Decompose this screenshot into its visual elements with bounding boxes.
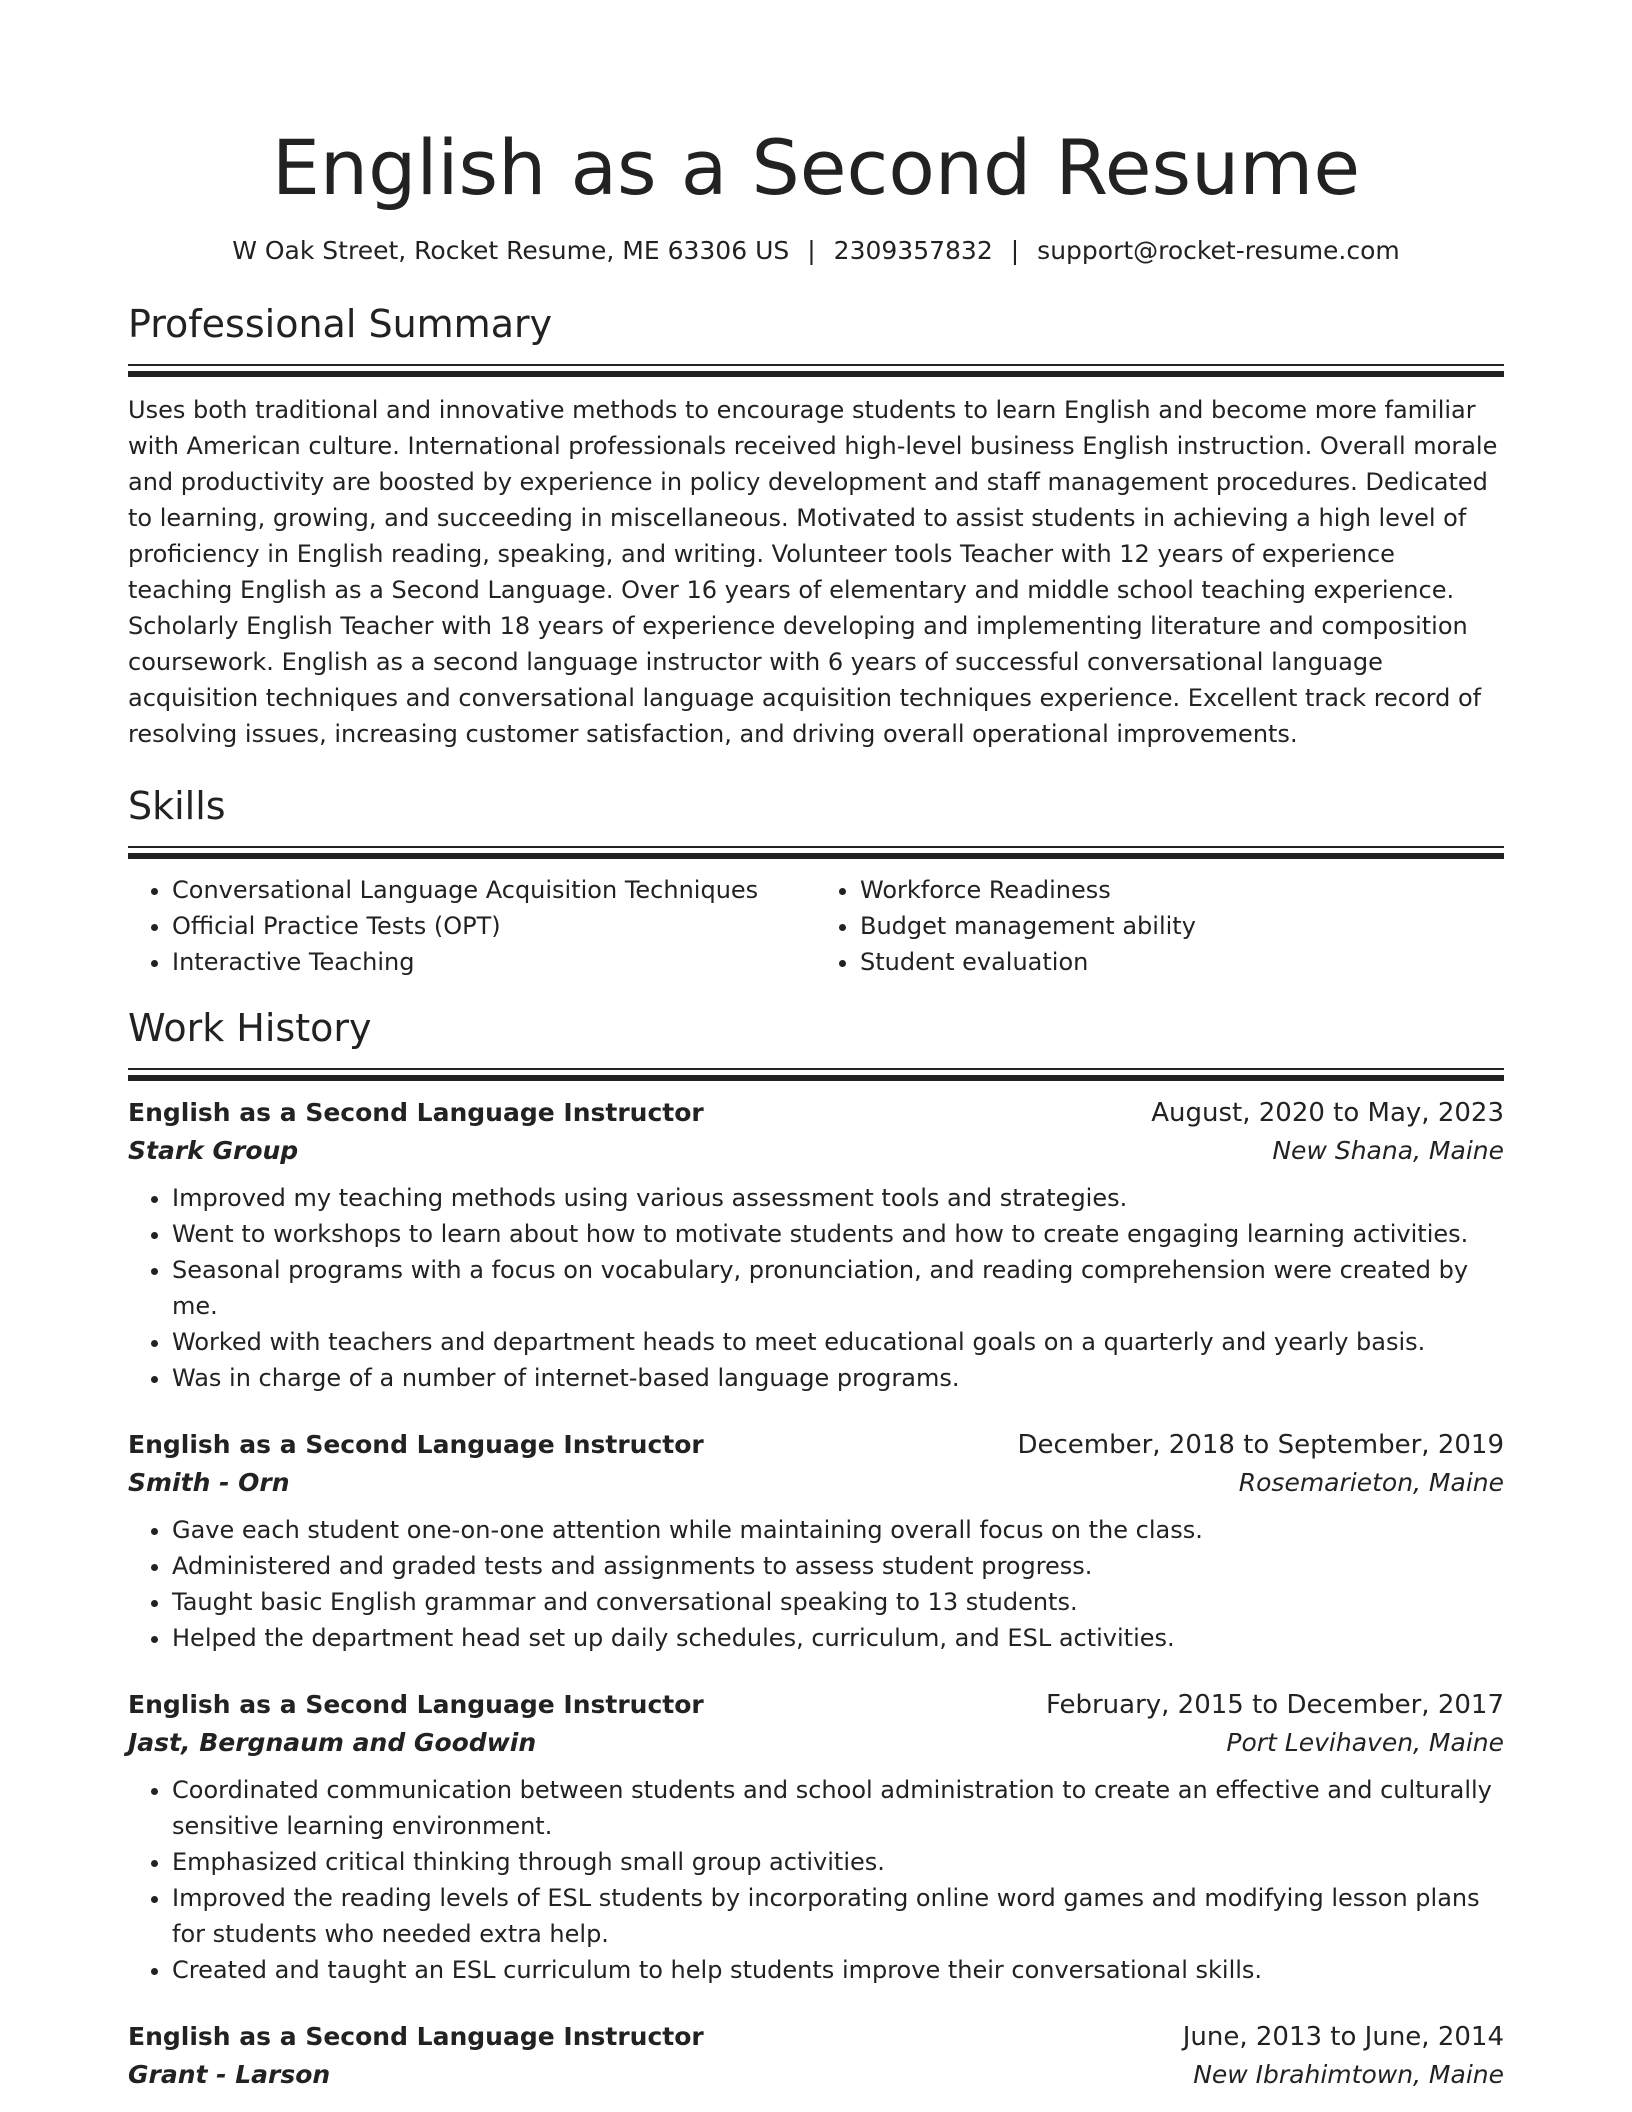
job-company: Jast, Bergnaum and Goodwin <box>128 1728 537 1757</box>
section-title-work: Work History <box>128 1006 372 1050</box>
contact-line <box>128 234 1504 268</box>
summary-section <box>128 300 1504 752</box>
job-bullet: • Seasonal programs with a focus on vocabulary, pronunciation, and reading comprehension were created by me. <box>172 1252 1504 1324</box>
skills-left-list <box>128 872 816 980</box>
job-company: Stark Group <box>128 1136 299 1165</box>
job-header <box>128 1426 1504 1464</box>
skills-section <box>128 782 1504 980</box>
skills-columns <box>128 872 1504 980</box>
skill-item: • Official Practice Tests (OPT) <box>172 908 816 944</box>
job-subheader <box>128 1132 1504 1170</box>
job-bullet: • Gave each student one-on-one attention while maintaining overall focus on the class. <box>172 1512 1504 1548</box>
job-title: English as a Second Language Instructor <box>128 1098 704 1127</box>
job-entry <box>128 1686 1504 1988</box>
job-bullet: • Emphasized critical thinking through small group activities. <box>172 1844 1504 1880</box>
job-location: Rosemarieton, Maine <box>1238 1468 1504 1497</box>
resume-name: English as a Second Resume <box>271 123 1361 212</box>
section-title-skills: Skills <box>128 784 226 828</box>
job-entry <box>128 2018 1504 2094</box>
job-dates: June, 2013 to June, 2014 <box>1182 2022 1504 2052</box>
job-location: New Ibrahimtown, Maine <box>1193 2060 1504 2089</box>
contact-separator: | <box>807 236 816 265</box>
email: support@rocket-resume.com <box>1037 236 1400 265</box>
job-bullet: • Created and taught an ESL curriculum to help students improve their conversational skills. <box>172 1952 1504 1988</box>
job-title: English as a Second Language Instructor <box>128 1430 704 1459</box>
job-location: New Shana, Maine <box>1272 1136 1504 1165</box>
job-company: Grant - Larson <box>128 2060 331 2089</box>
skill-item: • Interactive Teaching <box>172 944 816 980</box>
address: W Oak Street, Rocket Resume, ME 63306 US <box>232 236 790 265</box>
job-subheader <box>128 2056 1504 2094</box>
job-subheader <box>128 1464 1504 1502</box>
job-bullet: • Went to workshops to learn about how to motivate students and how to create engaging learning activities. <box>172 1216 1504 1252</box>
summary-text: Uses both traditional and innovative methods to encourage students to learn English and become more familiar with American culture. International professionals received high-level business English instruction. Overall morale and productivity are boosted by experience in policy development and staff management procedures. Dedicated to learning, growing, and succeeding in miscellaneous. Motivated to assist students in achieving a high level of proficiency in English reading, speaking, and writing. Volunteer tools Teacher with 12 years of experience teaching English as a Second Language. Over 16 years of elementary and middle school teaching experience. Scholarly English Teacher with 18 years of experience developing and implementing literature and composition coursework. English as a second language instructor with 6 years of successful conversational language acquisition techniques and conversational language acquisition techniques experience. Excellent track record of resolving issues, increasing customer satisfaction, and driving overall operational improvements. <box>128 396 1498 748</box>
work-section <box>128 1004 1504 2094</box>
job-dates: December, 2018 to September, 2019 <box>1017 1430 1504 1460</box>
phone: 2309357832 <box>833 236 993 265</box>
job-subheader <box>128 1724 1504 1762</box>
job-bullet: • Improved my teaching methods using various assessment tools and strategies. <box>172 1180 1504 1216</box>
job-header <box>128 1094 1504 1132</box>
job-bullet: • Improved the reading levels of ESL students by incorporating online word games and modifying lesson plans for students who needed extra help. <box>172 1880 1504 1952</box>
skill-item: • Student evaluation <box>860 944 1504 980</box>
skill-item: • Budget management ability <box>860 908 1504 944</box>
job-dates: February, 2015 to December, 2017 <box>1045 1690 1504 1720</box>
section-divider <box>128 1068 1504 1082</box>
skills-right-list <box>816 872 1504 980</box>
job-bullet: • Coordinated communication between students and school administration to create an effective and culturally sensitive learning environment. <box>172 1772 1504 1844</box>
job-dates: August, 2020 to May, 2023 <box>1151 1098 1504 1128</box>
job-bullets <box>128 1180 1504 1396</box>
job-header <box>128 1686 1504 1724</box>
job-entry <box>128 1094 1504 1396</box>
job-location: Port Levihaven, Maine <box>1226 1728 1504 1757</box>
job-title: English as a Second Language Instructor <box>128 2022 704 2051</box>
job-bullet: • Worked with teachers and department heads to meet educational goals on a quarterly and yearly basis. <box>172 1324 1504 1360</box>
job-bullets <box>128 1512 1504 1656</box>
contact-separator: | <box>1010 236 1020 265</box>
job-bullet: • Administered and graded tests and assignments to assess student progress. <box>172 1548 1504 1584</box>
section-divider <box>128 364 1504 378</box>
job-company: Smith - Orn <box>128 1468 290 1497</box>
skill-item: • Workforce Readiness <box>860 872 1504 908</box>
skill-item: • Conversational Language Acquisition Techniques <box>172 872 816 908</box>
job-bullets <box>128 1772 1504 1988</box>
section-title-summary: Professional Summary <box>128 302 553 346</box>
job-bullet: • Taught basic English grammar and conversational speaking to 13 students. <box>172 1584 1504 1620</box>
job-title: English as a Second Language Instructor <box>128 1690 704 1719</box>
section-divider <box>128 846 1504 860</box>
job-bullet: • Helped the department head set up daily schedules, curriculum, and ESL activities. <box>172 1620 1504 1656</box>
job-bullet: • Was in charge of a number of internet-based language programs. <box>172 1360 1504 1396</box>
job-header <box>128 2018 1504 2056</box>
job-entry <box>128 1426 1504 1656</box>
